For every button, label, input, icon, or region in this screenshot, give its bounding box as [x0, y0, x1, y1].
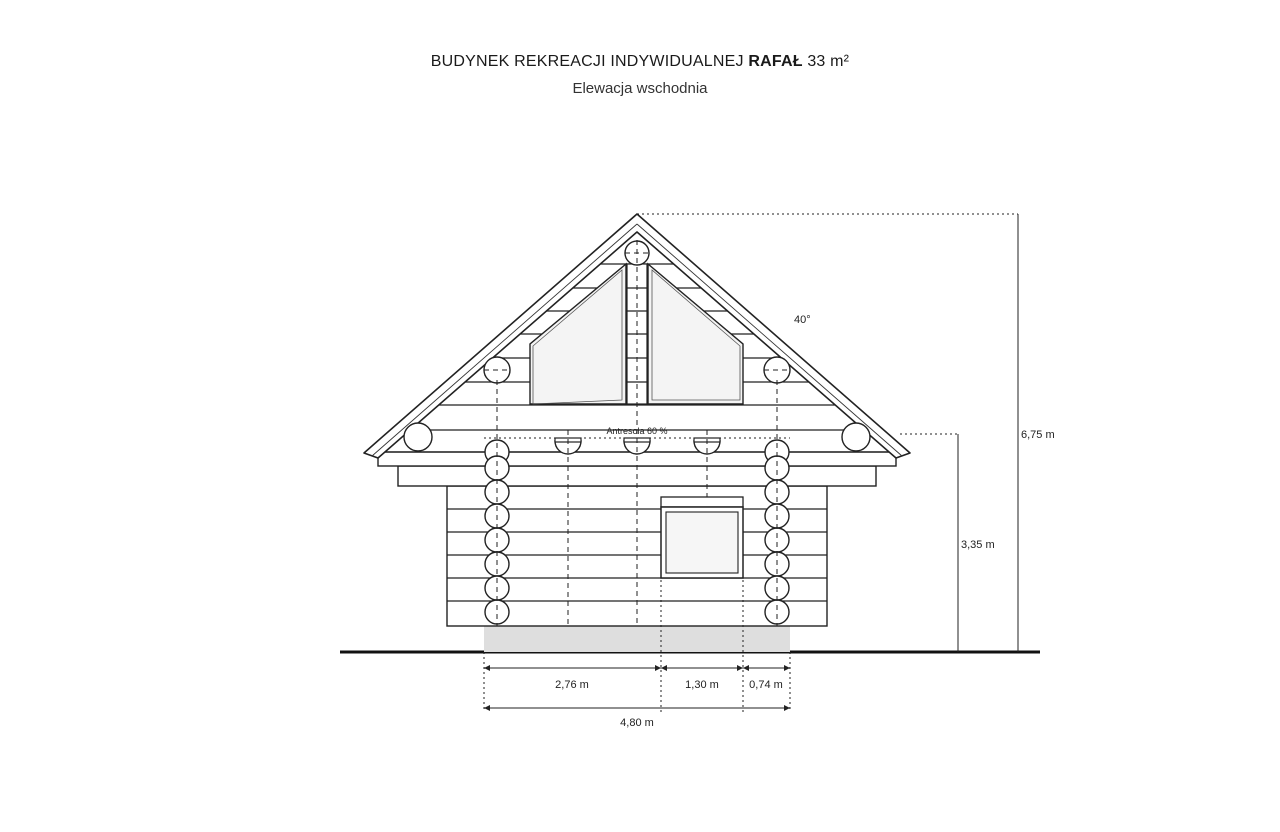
roof-angle-label: 40° — [794, 314, 811, 326]
foundation — [484, 626, 790, 652]
ground-floor-window — [661, 497, 743, 578]
dim-right-label: 0,74 m — [749, 679, 783, 691]
total-height-label: 6,75 m — [1021, 429, 1055, 441]
dim-window-label: 1,30 m — [685, 679, 719, 691]
gable-window-left — [530, 264, 626, 404]
house-name: RAFAŁ — [748, 53, 803, 70]
dim-total-label: 4,80 m — [620, 717, 654, 729]
house-area: 33 m² — [802, 53, 850, 70]
mezzanine-label: Antresola 60 % — [606, 426, 668, 436]
title-prefix: BUDYNEK REKREACJI INDYWIDUALNEJ — [430, 53, 749, 70]
drawing-subtitle: Elewacja wschodnia — [572, 80, 708, 97]
gable-window-right — [648, 264, 743, 404]
dim-left-label: 2,76 m — [555, 679, 589, 691]
wall-height-label: 3,35 m — [961, 539, 995, 551]
